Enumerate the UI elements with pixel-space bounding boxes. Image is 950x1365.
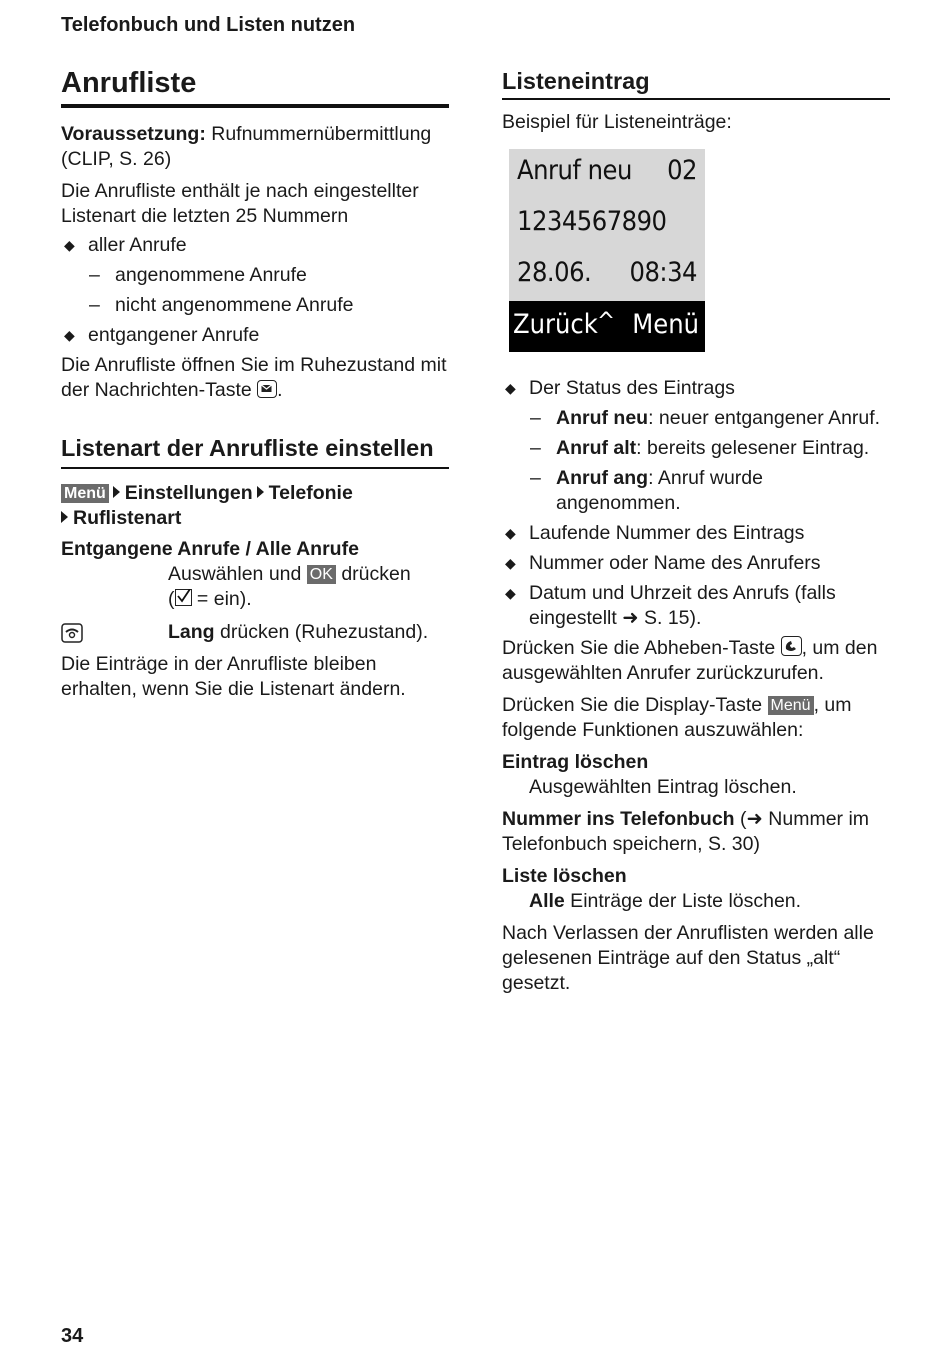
- diamond-bullet-icon: ◆: [505, 525, 516, 541]
- after-leaving-text: Nach Verlassen der Anruflisten werden alle gelesenen Einträge auf den Status „alt“ gesetzt.: [502, 922, 874, 994]
- list-item: [61, 233, 449, 258]
- delete-list-all: Alle: [529, 890, 565, 912]
- path-settings: Einstellungen: [124, 482, 253, 504]
- check-text: = ein).: [191, 588, 252, 610]
- right-column: [502, 60, 890, 1003]
- bullet-text: entgangener Anrufe: [88, 324, 260, 346]
- list-item: [502, 521, 890, 546]
- menu-text-b: , um folgende Funktionen auszuwählen:: [502, 694, 852, 741]
- checkbox-checked-icon: [175, 589, 192, 606]
- open-instruction: [61, 353, 449, 403]
- path-list-type: Ruflistenart: [73, 507, 182, 529]
- delete-entry-desc: Ausgewählten Eintrag löschen.: [529, 776, 797, 798]
- running-header: Telefonbuch und Listen nutzen: [61, 14, 356, 36]
- prerequisite: [61, 122, 449, 172]
- list-item: [61, 323, 449, 348]
- display-date: 28.06.: [517, 257, 592, 288]
- delete-entry-title: Eintrag löschen: [502, 751, 649, 773]
- dash-bullet-icon: –: [530, 437, 541, 459]
- bullet-text: Der Status des Eintrags: [529, 377, 735, 399]
- softkey-back: Zurück: [513, 309, 598, 340]
- list-item: [502, 581, 890, 631]
- bullet-text: aller Anrufe: [88, 234, 187, 256]
- section-title-list-entry: Listeneintrag: [502, 60, 890, 100]
- list-item: [61, 263, 449, 288]
- display-time: 08:34: [629, 257, 697, 288]
- callback-text-a: Drücken Sie die Abheben-Taste: [502, 637, 781, 659]
- list-item: [502, 436, 890, 461]
- closing-text: Die Einträge in der Anrufliste bleiben erhalten, wenn Sie die Listenart ändern.: [61, 653, 406, 700]
- left-column: [61, 60, 449, 709]
- end-call-key-icon: [61, 623, 83, 650]
- prerequisite-label: Voraussetzung:: [61, 123, 206, 145]
- dash-bullet-icon: –: [530, 407, 541, 429]
- delete-list-title: Liste löschen: [502, 865, 627, 887]
- section-title-list-type: Listenart der Anrufliste einstellen: [61, 429, 449, 469]
- section-title-call-list: Anrufliste: [61, 60, 449, 108]
- display-line-1: [517, 155, 697, 186]
- list-item: [502, 466, 890, 516]
- status-new-label: Anruf neu: [556, 407, 649, 429]
- menu-key: Menü: [768, 696, 814, 715]
- list-item: [61, 293, 449, 318]
- status-accepted-text: : Anruf wurde angenommen.: [556, 467, 763, 514]
- check-text-open: (: [168, 588, 175, 610]
- option-heading: Entgangene Anrufe / Alle Anrufe: [61, 538, 359, 560]
- diamond-bullet-icon: ◆: [64, 237, 75, 253]
- bullet-text: Nummer oder Name des Anrufers: [529, 552, 821, 574]
- display-status: Anruf neu: [517, 155, 632, 186]
- list-item: [502, 376, 890, 401]
- bullet-ref: S. 15).: [638, 607, 702, 629]
- display-softkeys: [509, 301, 705, 352]
- long-text: drücken (Ruhezustand).: [214, 621, 429, 643]
- menu-instruction: [502, 693, 890, 743]
- message-key-icon: [257, 380, 277, 398]
- dash-bullet-icon: –: [530, 467, 541, 489]
- list-item: [502, 551, 890, 576]
- copy-ref: Nummer im Telefonbuch speichern, S. 30): [502, 808, 870, 855]
- select-text-end: drücken: [335, 563, 411, 585]
- select-instruction: [61, 562, 449, 612]
- long-press-step: [61, 620, 449, 645]
- dash-bullet-icon: –: [89, 294, 100, 316]
- copy-title: Nummer ins Telefonbuch: [502, 808, 735, 830]
- select-text: Auswählen und: [168, 563, 307, 585]
- menu-key: Menü: [61, 484, 109, 503]
- diamond-bullet-icon: ◆: [64, 327, 75, 343]
- display-line-3: [517, 257, 697, 288]
- long-label: Lang: [168, 621, 215, 643]
- arrow-right-icon: [257, 486, 264, 498]
- bullet-text: nicht angenommene Anrufe: [115, 294, 354, 316]
- bullet-text: Laufende Nummer des Eintrags: [529, 522, 805, 544]
- status-new-text: : neuer entgangener Anruf.: [648, 407, 881, 429]
- handset-display-example: [509, 149, 705, 352]
- menu-path: [61, 481, 449, 531]
- status-accepted-label: Anruf ang: [556, 467, 649, 489]
- bullet-text: angenommene Anrufe: [115, 264, 307, 286]
- open-text: Die Anrufliste öffnen Sie im Ruhezustand mit der Nachrichten-Taste: [61, 354, 447, 401]
- copy-ref-open: (: [734, 808, 747, 830]
- copy-to-phonebook: [502, 807, 890, 857]
- page-number: 34: [61, 1325, 84, 1347]
- arrow-ref-icon: ➜: [622, 607, 639, 629]
- intro-text: Die Anrufliste enthält je nach eingestellter Listenart die letzten 25 Nummern: [61, 180, 419, 227]
- ok-key: OK: [307, 565, 336, 584]
- status-old-text: : bereits gelesener Eintrag.: [636, 437, 870, 459]
- softkey-menu: Menü: [632, 309, 699, 340]
- arrow-ref-icon: ➜: [746, 808, 763, 830]
- arrow-right-icon: [61, 511, 68, 523]
- caret-up-icon: ^: [597, 307, 616, 335]
- delete-list-desc: [502, 889, 890, 914]
- open-end: .: [277, 379, 283, 401]
- example-label: Beispiel für Listeneinträge:: [502, 111, 732, 133]
- dash-bullet-icon: –: [89, 264, 100, 286]
- list-item: [502, 406, 890, 431]
- prerequisite-text: Rufnummernübermittlung (CLIP, S. 26): [61, 123, 432, 170]
- diamond-bullet-icon: ◆: [505, 585, 516, 601]
- callback-text-b: , um den ausgewählten Anrufer zurückzurufen.: [502, 637, 878, 684]
- callback-text: [502, 636, 890, 686]
- diamond-bullet-icon: ◆: [505, 555, 516, 571]
- display-line-2: 1234567890: [517, 206, 667, 237]
- arrow-right-icon: [113, 486, 120, 498]
- status-old-label: Anruf alt: [556, 437, 637, 459]
- talk-key-icon: [781, 636, 802, 656]
- menu-text-a: Drücken Sie die Display-Taste: [502, 694, 768, 716]
- delete-list-text: Einträge der Liste löschen.: [564, 890, 802, 912]
- path-telephony: Telefonie: [268, 482, 353, 504]
- diamond-bullet-icon: ◆: [505, 380, 516, 396]
- display-count: 02: [667, 155, 697, 186]
- bullet-text: Datum und Uhrzeit des Anrufs (falls eingestellt: [529, 582, 836, 629]
